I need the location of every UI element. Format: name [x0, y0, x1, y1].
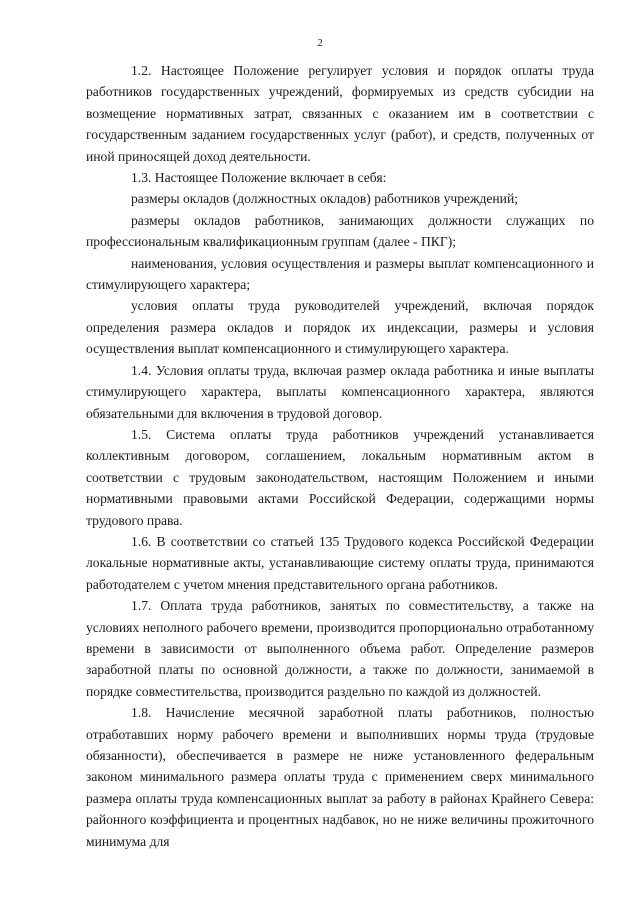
paragraph-1-8: 1.8. Начисление месячной заработной платы работников, полностью отработавших норму рабочего времени и выполнивших нормы труда (трудовые обязанности), обеспечивается в размере не ниже установленного федеральным законом минимального размера оплаты труда с применением сверх минимального размера оплаты труда компенсационных выплат за работу в районах Крайнего Севера: районного коэффициента и процентных надбавок, но не ниже величины прожиточного минимума для: [86, 705, 594, 849]
paragraph-1-6: 1.6. В соответствии со статьей 135 Трудового кодекса Российской Федерации локальные нормативные акты, устанавливающие систему оплаты труда, принимаются работодателем с учетом мнения представительного органа работников.: [86, 533, 594, 592]
paragraph-1-3: 1.3. Настоящее Положение включает в себя:: [131, 170, 387, 186]
paragraph-1-3-item-payments: наименования, условия осуществления и размеры выплат компенсационного и стимулирующего характера;: [86, 255, 594, 293]
paragraph-1-7: 1.7. Оплата труда работников, занятых по совместительству, а также на условиях неполного рабочего времени, производится пропорционально отработанному времени в зависимости от выполненного объема работ. Определение размеров заработной платы по основной должности, а также по должности, занимаемой в порядке совместительства, производится раздельно по каждой из должностей.: [86, 598, 594, 699]
document-body: [86, 60, 594, 852]
paragraph-1-3-item-salaries: размеры окладов (должностных окладов) работников учреждений;: [131, 191, 519, 207]
paragraph-1-5: 1.5. Система оплаты труда работников учреждений устанавливается коллективным договором, соглашением, локальным нормативным актом в соответствии с трудовым законодательством, настоящим Положением и иными нормативными правовыми актами Российской Федерации, содержащими нормы трудового права.: [86, 426, 594, 528]
paragraph-1-3-item-pkg: размеры окладов работников, занимающих должности служащих по профессиональным квалификационным группам (далее - ПКГ);: [86, 212, 594, 250]
page-number: 2: [317, 37, 323, 49]
paragraph-1-2: 1.2. Настоящее Положение регулирует условия и порядок оплаты труда работников государственных учреждений, формируемых из средств субсидии на возмещение нормативных затрат, связанных с оказанием им в соответствии с государственным заданием государственных услуг (работ), и средств, полученных от иной приносящей доход деятельности.: [86, 63, 594, 164]
paragraph-1-3-item-managers: условия оплаты труда руководителей учреждений, включая порядок определения размера окладов и порядок их индексации, размеры и условия осуществления выплат компенсационного и стимулирующего характера.: [86, 298, 594, 357]
paragraph-1-4: 1.4. Условия оплаты труда, включая размер оклада работника и иные выплаты стимулирующего характера, выплаты компенсационного характера, являются обязательными для включения в трудовой договор.: [86, 362, 594, 421]
